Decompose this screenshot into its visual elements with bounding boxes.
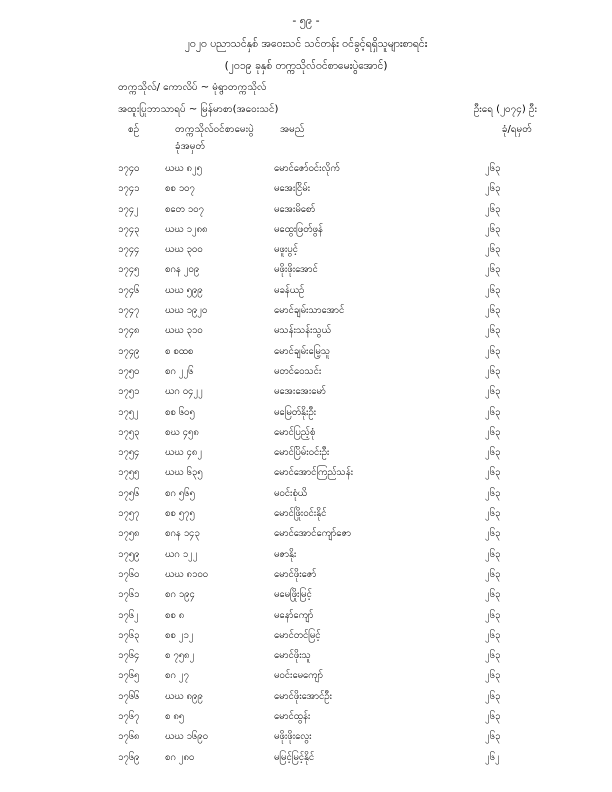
seat-score: ၂၆၃ — [485, 264, 501, 276]
seat-score: ၂၆၃ — [485, 670, 501, 682]
exam-id: ဃဃ ၄၈၂ — [165, 447, 202, 459]
student-name: မောင်ချမ်းသာအောင် — [274, 305, 345, 317]
table-row — [0, 607, 612, 627]
table-row — [0, 201, 612, 221]
student-name: မအေးအေးမော် — [274, 386, 326, 398]
row-number: ၁၇၆၀ — [118, 568, 140, 580]
exam-id: စဃ ၄၅၈ — [165, 426, 199, 438]
exam-id: ဃဃ ၈၉၉ — [165, 690, 203, 702]
exam-id: ဃဃ ၅၉၉ — [165, 284, 203, 296]
table-row — [0, 627, 612, 647]
seat-score: ၂၆၃ — [485, 508, 501, 520]
table-row — [0, 667, 612, 687]
student-name: မအေးငြိမ်း — [274, 183, 311, 195]
exam-id: စ ၈၅ — [165, 711, 185, 723]
exam-id: စဂ ၂၈၀ — [165, 751, 195, 763]
student-name: မောင်ဖိုးဇော် — [274, 568, 317, 580]
exam-id: စစ ၅၇၅ — [165, 508, 195, 520]
row-number: ၁၇၅၆ — [118, 487, 140, 499]
row-number: ၁၇၄၉ — [118, 345, 140, 357]
table-row — [0, 546, 612, 566]
row-number: ၁၇၆၇ — [118, 711, 140, 723]
column-header-exam-id: တက္ကသိုလ်ဝင်စာမေးပွဲ — [175, 124, 254, 135]
student-name: မမြင့်မြင့်နိုင် — [274, 751, 315, 763]
exam-id: ဃဃ ၃၀၀ — [165, 244, 203, 256]
row-number: ၁၇၅၅ — [118, 467, 140, 479]
row-number: ၁၇၅၁ — [118, 386, 140, 398]
seat-score: ၂၆၃ — [485, 467, 501, 479]
seat-score: ၂၆၃ — [485, 731, 501, 743]
title-line-1: ၂၀၂၀ ပညာသင်နှစ် အဝေးသင် သင်တန်း ဝင်ခွင့်ရရှိသူများစာရင်း — [184, 38, 428, 50]
exam-id: စဂ ၁၉၄ — [165, 589, 195, 601]
seat-score: ၂၆၃ — [485, 163, 501, 174]
table-row — [0, 708, 612, 728]
seat-score: ၂၆၃ — [485, 305, 501, 317]
table-row — [0, 464, 612, 484]
seat-score: ၂၆၃ — [485, 183, 501, 195]
row-number: ၁၇၄၇ — [118, 305, 140, 317]
seat-score: ၂၆၃ — [485, 447, 501, 459]
row-number: ၁၇၅၂ — [118, 406, 139, 418]
seat-score: ၂၆၃ — [485, 325, 501, 337]
table-row — [0, 647, 612, 667]
table-row — [0, 343, 612, 363]
row-number: ၁၇၄၄ — [118, 244, 140, 256]
table-row — [0, 241, 612, 261]
row-number: ၁၇၅၈ — [118, 528, 140, 540]
student-name: မောင်ဖြိုးဝင်းနိုင် — [274, 508, 327, 520]
seat-score: ၂၆၃ — [485, 203, 501, 215]
university-label: တက္ကသိုလ်/ ကောလိပ် ~ မုံရွာတက္ကသိုလ် — [118, 82, 267, 93]
student-name: မနော်ကျော် — [274, 609, 314, 621]
table-row — [0, 180, 612, 200]
seat-score: ၂၆၃ — [485, 487, 501, 499]
table-row — [0, 363, 612, 383]
seat-score: ၂၆၃ — [485, 568, 501, 580]
student-name: မမေဖြိုးမြင့် — [274, 589, 312, 601]
seat-score: ၂၆၃ — [485, 548, 501, 560]
table-row — [0, 485, 612, 505]
exam-id: ဃဃ ၈၂၅ — [165, 163, 202, 174]
student-name: မောင်ထွန်း — [274, 711, 311, 723]
title-line-2: (၂၀၁၉ ခုနှစ် တက္ကသိုလ်ဝင်စာမေးပွဲအောင်) — [224, 60, 388, 72]
row-number: ၁၇၆၃ — [118, 629, 140, 641]
row-number: ၁၇၅၉ — [118, 548, 140, 560]
row-number: ၁၇၄၅ — [118, 264, 140, 276]
exam-id: စစ ၈ — [165, 609, 185, 621]
exam-id: စ စထစ — [165, 345, 194, 357]
row-number: ၁၇၅၄ — [118, 447, 140, 459]
student-name: မောင်အောင်ကျော်ဇော — [274, 528, 352, 540]
exam-id: စဂ ၂၂၆ — [165, 365, 194, 377]
seat-score: ၂၆၃ — [485, 365, 501, 377]
student-name: မောင်တင်မြင့် — [274, 629, 321, 641]
exam-id: စဂ ၅၆၅ — [165, 487, 195, 499]
exam-id: စဂ ၂၇ — [165, 670, 189, 682]
column-header-name: အမည် — [280, 124, 305, 135]
seat-score: ၂၆၃ — [485, 386, 501, 398]
student-name: မဖူးပွင့် — [274, 244, 298, 256]
row-number: ၁၇၆၂ — [118, 609, 139, 621]
row-number: ၁၇၄၁ — [118, 183, 140, 195]
exam-id: ဃဃ ၃၁၀ — [165, 325, 203, 337]
row-number: ၁၇၆၅ — [118, 670, 140, 682]
exam-id: စ ၇၅၈၂ — [165, 650, 195, 662]
row-number: ၁၇၅၇ — [118, 508, 140, 520]
student-name: မတင်ဝေသင်း — [274, 365, 322, 377]
row-number: ၁၇၄၈ — [118, 325, 140, 337]
student-name: မောင်အောင်ကြည်သန်း — [274, 467, 354, 479]
exam-id: ဃဃ ၈၁၀၀ — [165, 568, 209, 580]
exam-id: စဂန ၂၀၉ — [165, 264, 200, 276]
student-name: မဖိုးဖိုးအောင် — [274, 264, 318, 276]
row-number: ၁၇၆၈ — [118, 731, 140, 743]
seat-score: ၂၆၃ — [485, 406, 501, 418]
seat-score: ၂၆၃ — [485, 244, 501, 256]
seat-score: ၂၆၃ — [485, 650, 501, 662]
student-name: မခန်ယဉ် — [274, 284, 305, 296]
student-name: မသန်းသန်းသွယ် — [274, 325, 331, 337]
table-row — [0, 404, 612, 424]
seat-score: ၂၆၃ — [485, 629, 501, 641]
table-row — [0, 261, 612, 281]
seat-score: ၂၆၃ — [485, 589, 501, 601]
table-row — [0, 302, 612, 322]
table-row — [0, 505, 612, 525]
student-name: မောင်ဇော်ဝင်းလိုက် — [274, 163, 340, 174]
student-name: မောင်ပြိမ်းဝင်းဦး — [274, 447, 330, 459]
row-number: ၁၇၆၄ — [118, 650, 140, 662]
student-name: မထွေးဖြတ်ဖွန် — [274, 223, 323, 235]
major-label: အထူးပြုဘာသာရပ် ~ မြန်မာစာ(အဝေးသင်) — [118, 104, 279, 115]
table-row — [0, 728, 612, 748]
seat-score: ၂၆၃ — [485, 223, 501, 235]
total-count-label: ဦးရေ (၂၀၇၄) ဦး — [473, 104, 537, 115]
table-row — [0, 282, 612, 302]
exam-id: ဃဃ ၁၉၂၀ — [165, 305, 208, 317]
row-number: ၁၇၄၀ — [118, 163, 140, 174]
seat-score: ၂၆၃ — [485, 690, 501, 702]
exam-id: ဃဃ ၁၆၉၀ — [165, 731, 208, 743]
student-name: မအေးမိစော် — [274, 203, 316, 215]
seat-score: ၂၆၂ — [485, 751, 500, 763]
student-name: မမြေတ်နိုးဦး — [274, 406, 317, 418]
table-row — [0, 424, 612, 444]
seat-score: ၂၆၃ — [485, 528, 501, 540]
student-name: မောင်ဖိုးသူ — [274, 650, 311, 662]
student-name: မောင်ပြည့်စုံ — [274, 426, 316, 438]
student-name: မဝင်းမေကျော် — [274, 670, 323, 682]
row-number: ၁၇၆၉ — [118, 751, 140, 763]
student-name: မဝင်းစုံယိ — [274, 487, 308, 499]
page-number: - ၅၉ - — [292, 14, 320, 27]
table-row — [0, 383, 612, 403]
column-header-exam-id-2: ခုံအမှတ် — [175, 141, 206, 152]
table-row — [0, 221, 612, 241]
table-row — [0, 566, 612, 586]
exam-id: စဂန ၁၄၃ — [165, 528, 200, 540]
row-number: ၁၇၅၃ — [118, 426, 140, 438]
table-row — [0, 160, 612, 180]
table-row — [0, 444, 612, 464]
seat-score: ၂၆၃ — [485, 609, 501, 621]
seat-score: ၂၆၃ — [485, 426, 501, 438]
table-row — [0, 688, 612, 708]
row-number: ၁၇၄၂ — [118, 203, 139, 215]
student-name: မဇာနိုး — [274, 548, 297, 560]
row-number: ၁၇၆၁ — [118, 589, 140, 601]
table-row — [0, 749, 612, 769]
row-number: ၁၇၄၃ — [118, 223, 140, 235]
student-name: မဖိုးဖိုးလွေး — [274, 731, 312, 743]
exam-id: စစ ၆၀၅ — [165, 406, 195, 418]
row-number: ၁၇၄၆ — [118, 284, 140, 296]
row-number: ၁၇၅၀ — [118, 365, 140, 377]
table-row — [0, 586, 612, 606]
seat-score: ၂၆၃ — [485, 284, 501, 296]
column-header-seat: ခုံ/ရမှတ် — [501, 124, 532, 135]
exam-id: ဃဂ ၀၄၂၂ — [165, 386, 203, 398]
column-header-no: စဉ် — [128, 124, 140, 135]
exam-id: စတေ ၁၀၇ — [165, 203, 204, 215]
seat-score: ၂၆၃ — [485, 345, 501, 357]
exam-id: စစ ၂၁၂ — [165, 629, 194, 641]
exam-id: ဃဃ ၆၃၅ — [165, 467, 203, 479]
exam-id: ဃဃ ၁၂၈၈ — [165, 223, 208, 235]
seat-score: ၂၆၃ — [485, 711, 501, 723]
exam-id: စစ ၁၀၇ — [165, 183, 195, 195]
student-name: မောင်ချမ်းမြေ့သူ — [274, 345, 330, 357]
student-name: မောင်ဖိုးအောင်ဦး — [274, 690, 332, 702]
row-number: ၁၇၆၆ — [118, 690, 140, 702]
table-row — [0, 322, 612, 342]
table-row — [0, 525, 612, 545]
student-list — [0, 160, 612, 769]
exam-id: ဃဂ ၁၂၂ — [165, 548, 198, 560]
